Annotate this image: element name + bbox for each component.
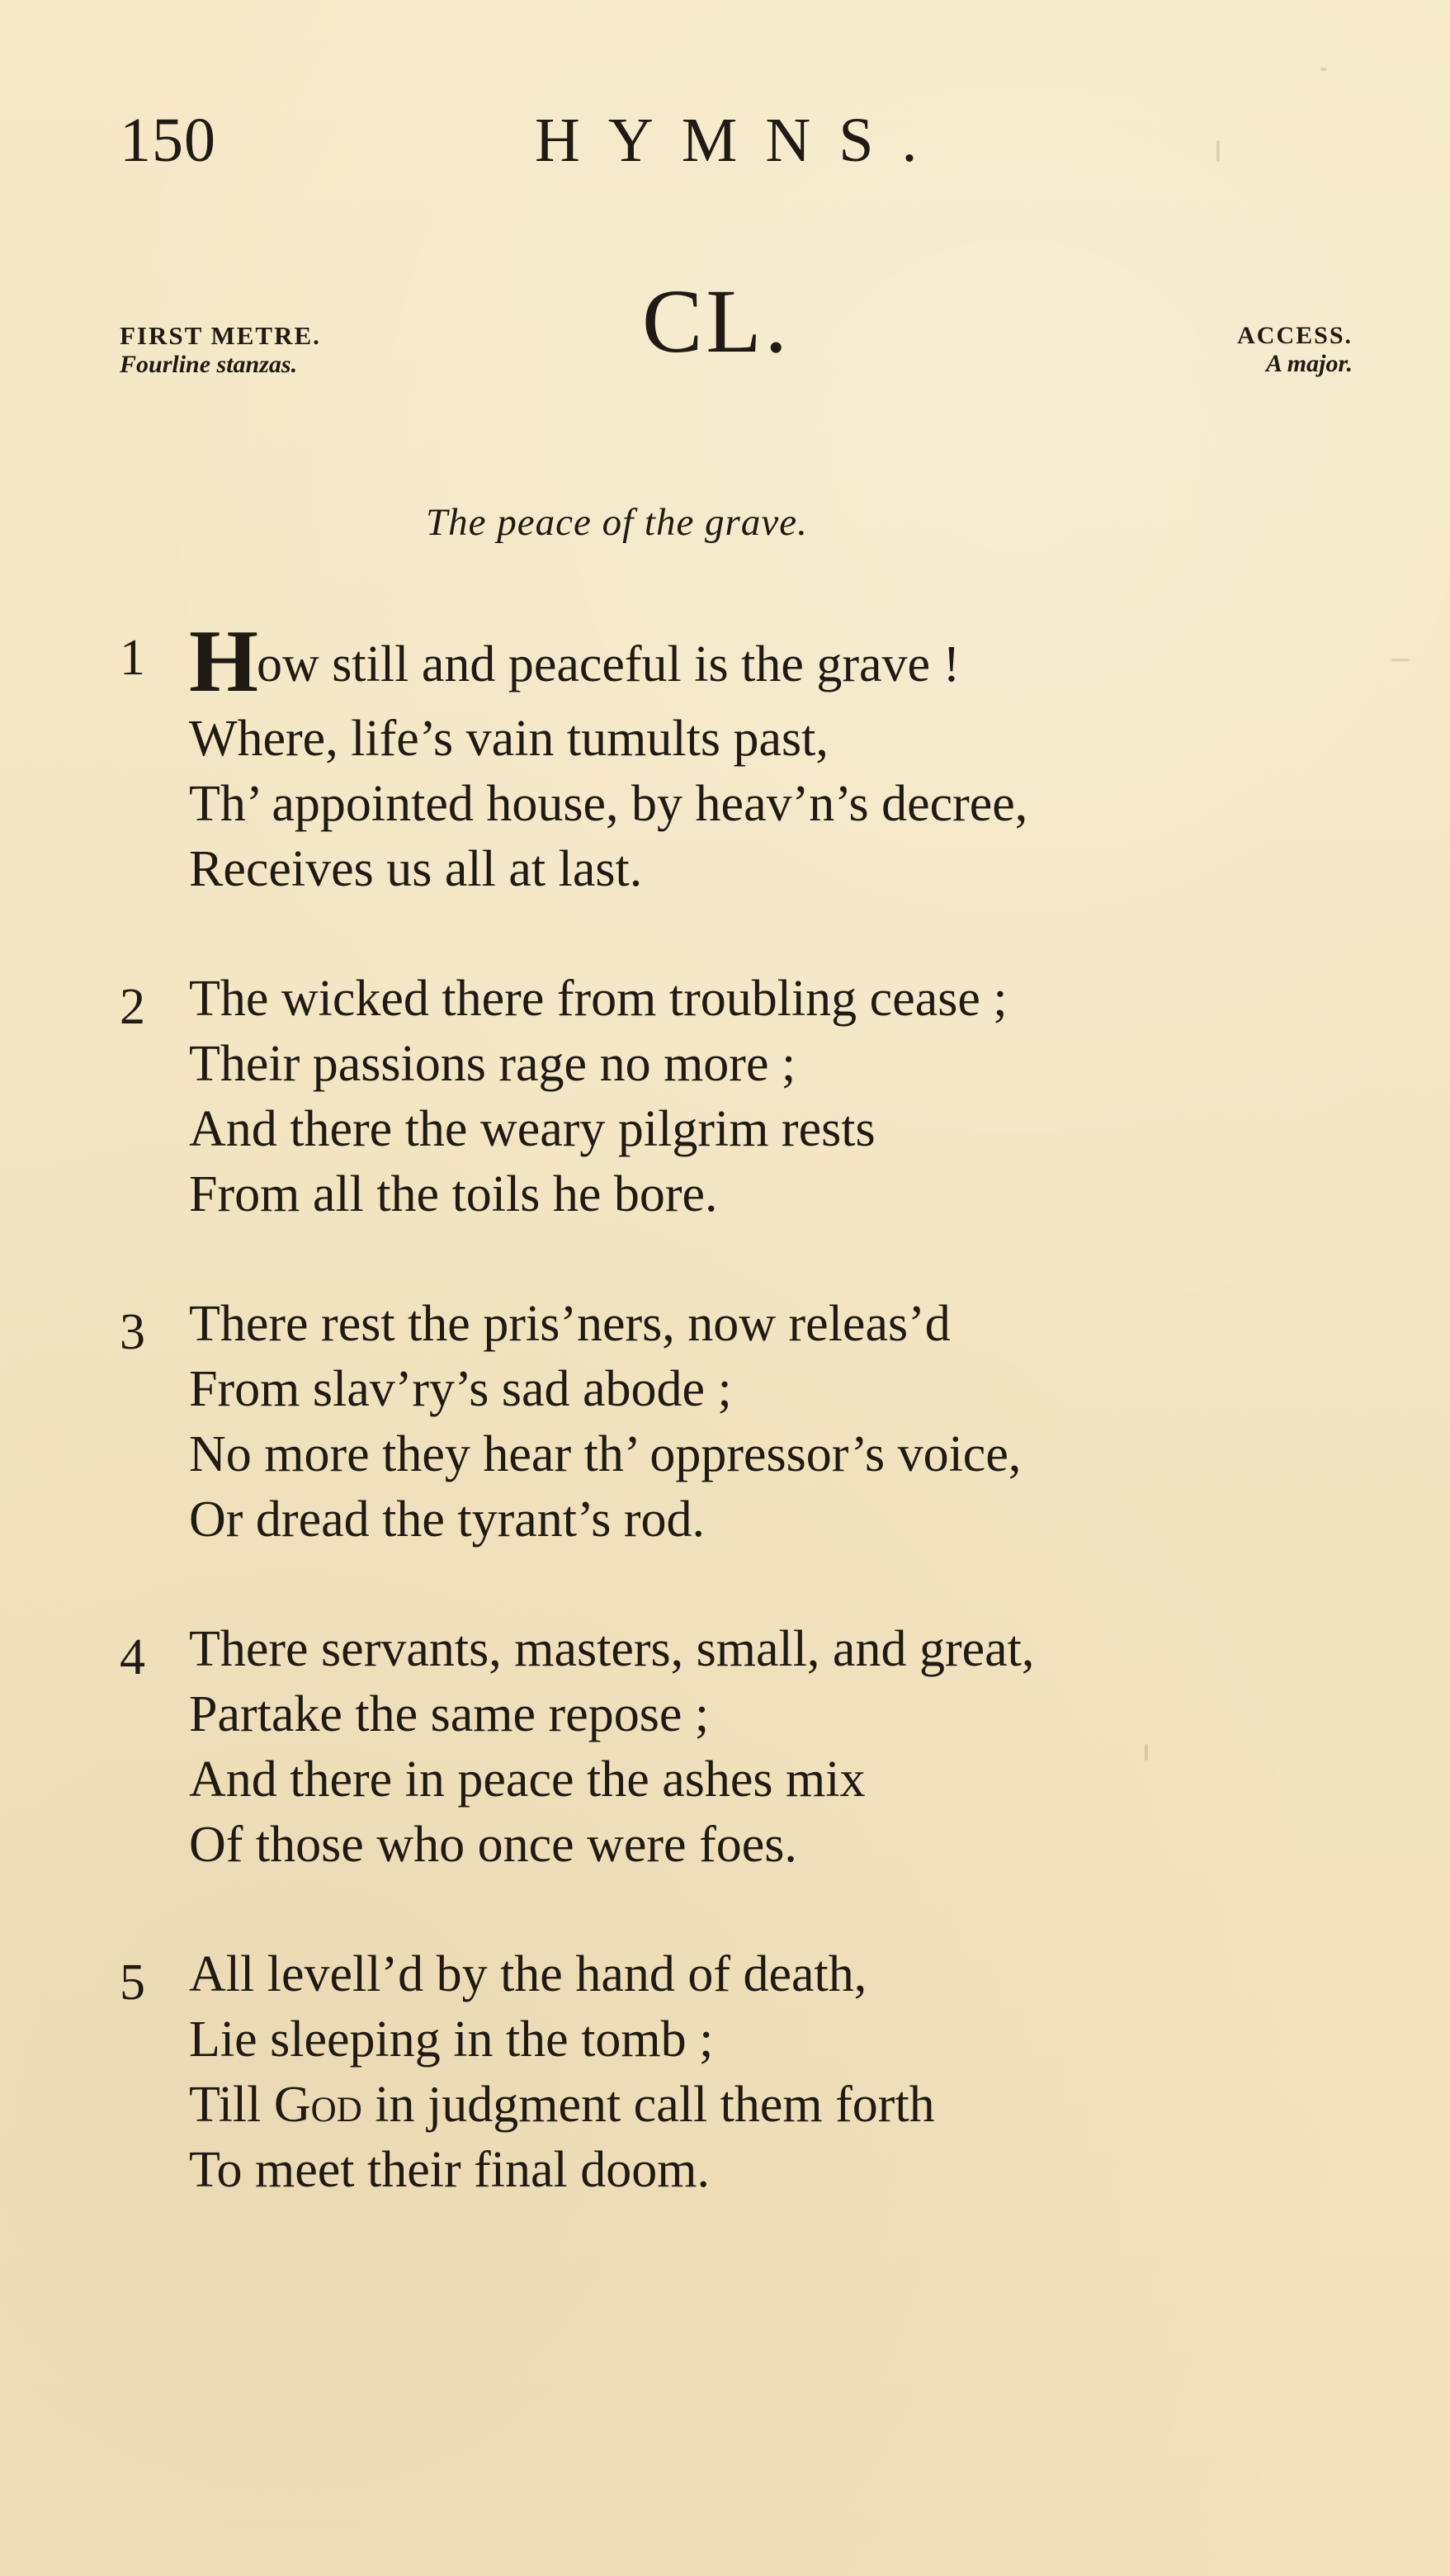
stanza-number: 4 (120, 1629, 145, 1685)
stanza-number: 1 (120, 630, 145, 686)
first-line-rest: ow still and peaceful is the grave ! (257, 636, 961, 692)
stanza-line: Where, life’s vain tumults past, (189, 711, 829, 767)
stanza-line: Their passions rage no more ; (189, 1036, 796, 1092)
stanza-3 (120, 1292, 1341, 1553)
metre-left-line-1: FIRST METRE. (120, 321, 321, 350)
stanza-4 (120, 1617, 1341, 1878)
stanza-number: 3 (120, 1304, 145, 1360)
stanza-line: And there the weary pilgrim rests (189, 1101, 876, 1157)
paper-speck (1145, 1744, 1148, 1761)
metre-right-line-1: ACCESS. (1237, 322, 1353, 349)
line-segment: Till (189, 2077, 274, 2133)
stanza-line: Th’ appointed house, by heav’n’s decree, (189, 776, 1028, 832)
stanza-lines (189, 612, 1341, 902)
stanza-5 (120, 1942, 1341, 2203)
hymn-title: The peace of the grave. (426, 501, 808, 544)
stanza-line: To meet their final doom. (189, 2142, 710, 2198)
running-title: HYMNS. (535, 106, 946, 175)
line-segment: in judgment call them forth (361, 2077, 935, 2133)
stanza-lines (189, 1292, 1341, 1553)
stanza-lines (189, 967, 1341, 1227)
stanza-line: All levell’d by the hand of death, (189, 1946, 867, 2002)
paper-speck (1216, 140, 1220, 162)
stanza-1 (120, 612, 1341, 902)
metre-left-line-2: Fourline stanzas. (120, 350, 298, 378)
stanza-line: The wicked there from troubling cease ; (189, 971, 1008, 1027)
drop-cap: H (189, 612, 257, 711)
stanza-line (189, 2073, 1341, 2138)
stanza-line: There servants, masters, small, and great, (189, 1621, 1035, 1677)
stanza-number: 2 (120, 979, 145, 1035)
stanza-line: No more they hear th’ oppressor’s voice, (189, 1426, 1022, 1482)
paper-speck (1391, 659, 1410, 661)
first-line (189, 612, 1341, 711)
stanzas (120, 612, 1341, 2267)
stanza-line: Lie sleeping in the tomb ; (189, 2011, 714, 2068)
stanza-line: Of those who once were foes. (189, 1817, 797, 1873)
god-word: God (273, 2077, 362, 2133)
metre-right (1105, 322, 1353, 377)
stanza-line: From all the toils he bore. (189, 1166, 718, 1222)
page-header (0, 0, 1450, 215)
stanza-line: From slav’ry’s sad abode ; (189, 1361, 732, 1417)
stanza-line: And there in peace the ashes mix (189, 1751, 866, 1808)
hymn-number: CL. (642, 271, 791, 371)
stanza-lines (189, 1942, 1341, 2203)
stanza-number: 5 (120, 1954, 145, 2011)
paper-speck (1320, 68, 1327, 71)
metre-left (120, 322, 466, 378)
stanza-line: There rest the pris’ners, now releas’d (189, 1296, 951, 1352)
metre-right-line-2: A major. (1265, 349, 1353, 377)
stanza-2 (120, 967, 1341, 1227)
page-number: 150 (120, 106, 216, 175)
stanza-line: Partake the same repose ; (189, 1686, 710, 1742)
stanza-line: Or dread the tyrant’s rod. (189, 1491, 705, 1548)
stanza-lines (189, 1617, 1341, 1878)
stanza-line: Receives us all at last. (189, 841, 643, 897)
